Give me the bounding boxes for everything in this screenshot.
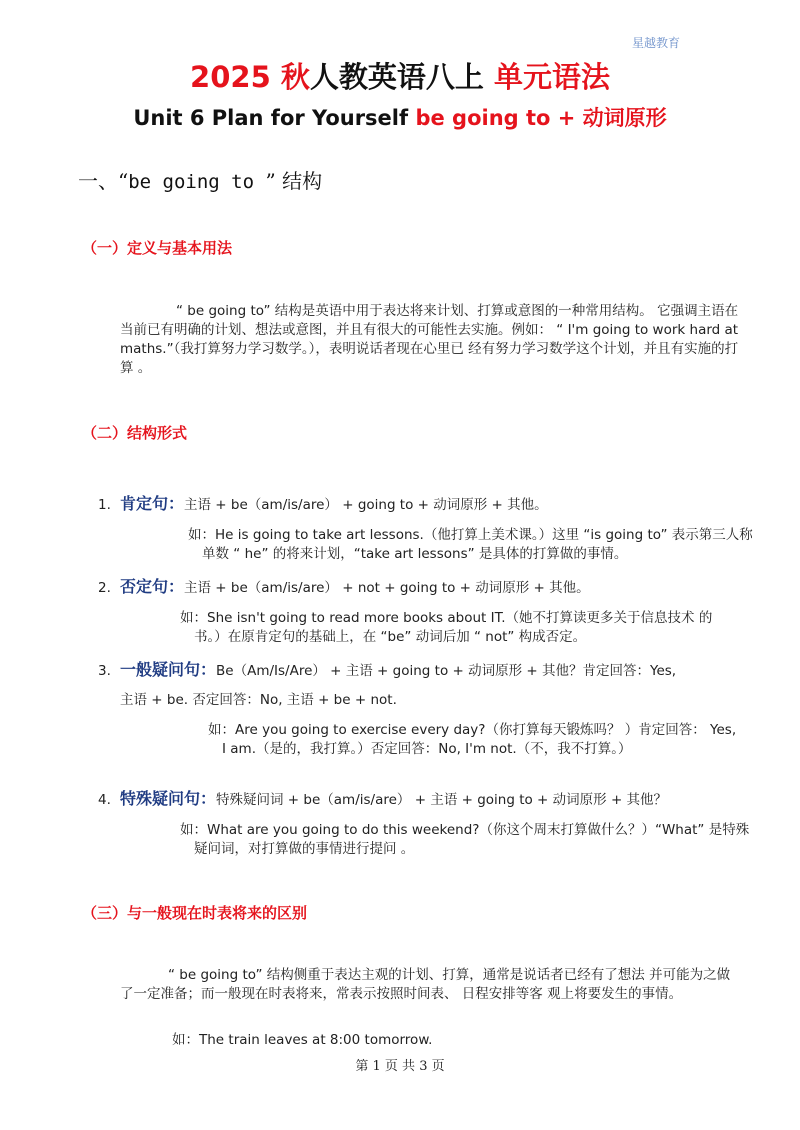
item-label: 否定句： bbox=[120, 577, 185, 596]
section-heading-prefix: 一、“ bbox=[78, 169, 129, 193]
section-heading-suffix: ” 结构 bbox=[265, 169, 323, 193]
item-label: 特殊疑问句： bbox=[120, 789, 217, 808]
item-text: Be（Am/Is/Are） + 主语 + going to + 动词原形 + 其他？肯定回答：Yes, bbox=[216, 663, 677, 679]
section-heading-1 bbox=[78, 168, 322, 195]
page-title bbox=[0, 60, 800, 94]
subsection-heading-structure: （二）结构形式 bbox=[82, 424, 188, 442]
example-difference: 如：The train leaves at 8:00 tomorrow. bbox=[172, 1032, 433, 1048]
page-subtitle bbox=[0, 104, 800, 132]
example-special-question: 如：What are you going to do this weekend?（你这个周末打算做什么？）“What” 是特殊疑问词，对打算做的事情进行提问 。 bbox=[180, 822, 750, 857]
example-negative: 如：She isn't going to read more books about IT.（她不打算读更多关于信息技术 的书。）在原肯定句的基础上，在 “be” 动词后加 “ not” 构成否定。 bbox=[180, 610, 713, 645]
difference-paragraph: “ be going to” 结构侧重于表达主观的计划、打算，通常是说话者已经有了想法 并可能为之做了一定准备；而一般现在时表将来，常表示按照时间表、 日程安排等客 观上将要发生的事情。 bbox=[120, 967, 731, 1002]
structure-item-negative bbox=[98, 577, 590, 598]
example-general-question: 如：Are you going to exercise every day?（你打算每天锻炼吗？ ）肯定回答： Yes, I am.（是的，我打算。）否定回答：No, I'm not.（不，我不打算。） bbox=[208, 722, 737, 757]
title-course: 人教英语八上 bbox=[309, 60, 484, 94]
item-label: 一般疑问句： bbox=[120, 660, 217, 679]
subsection-heading-difference: （三）与一般现在时表将来的区别 bbox=[82, 904, 308, 922]
structure-item-general-question bbox=[98, 660, 676, 681]
title-topic: 单元语法 bbox=[483, 60, 610, 94]
structure-item-general-question-cont: 主语 + be. 否定回答：No, 主语 + be + not. bbox=[120, 692, 397, 708]
structure-item-affirmative bbox=[98, 494, 548, 515]
section-heading-mono: be going to bbox=[128, 171, 266, 193]
item-text: 主语 + be（am/is/are） + not + going to + 动词原形 + 其他。 bbox=[184, 580, 590, 596]
page-footer: 第 1 页 共 3 页 bbox=[355, 1059, 445, 1074]
item-number: 4. bbox=[98, 792, 111, 808]
definition-paragraph: “ be going to” 结构是英语中用于表达将来计划、打算或意图的一种常用结构。 它强调主语在当前已有明确的计划、想法或意图，并且有很大的可能性去实施。例如： “ I'm going to work hard at maths.”（我打算努力学习数学。），表明说话者现在心里已 经有努力学习数学这个计划，并且有实施的打算 。 bbox=[120, 303, 739, 376]
example-affirmative: 如：He is going to take art lessons.（他打算上美术课。）这里 “is going to” 表示第三人称单数 “ he” 的将来计划，“take art lessons” 是具体的打算做的事情。 bbox=[188, 527, 753, 562]
watermark: 星越教育 bbox=[632, 36, 681, 50]
item-label: 肯定句： bbox=[120, 494, 185, 513]
subtitle-structure: be going to + 动词原形 bbox=[415, 106, 667, 130]
item-number: 2. bbox=[98, 580, 111, 596]
structure-item-special-question bbox=[98, 789, 667, 810]
item-text: 特殊疑问词 + be（am/is/are） + 主语 + going to + 动词原形 + 其他？ bbox=[216, 792, 668, 808]
subsection-heading-definition: （一）定义与基本用法 bbox=[82, 239, 233, 257]
item-text: 主语 + be（am/is/are） + going to + 动词原形 + 其他。 bbox=[184, 497, 548, 513]
title-year: 2025 秋 bbox=[190, 60, 310, 94]
item-number: 3. bbox=[98, 663, 111, 679]
item-number: 1. bbox=[98, 497, 111, 513]
subtitle-unit: Unit 6 Plan for Yourself bbox=[133, 106, 416, 130]
